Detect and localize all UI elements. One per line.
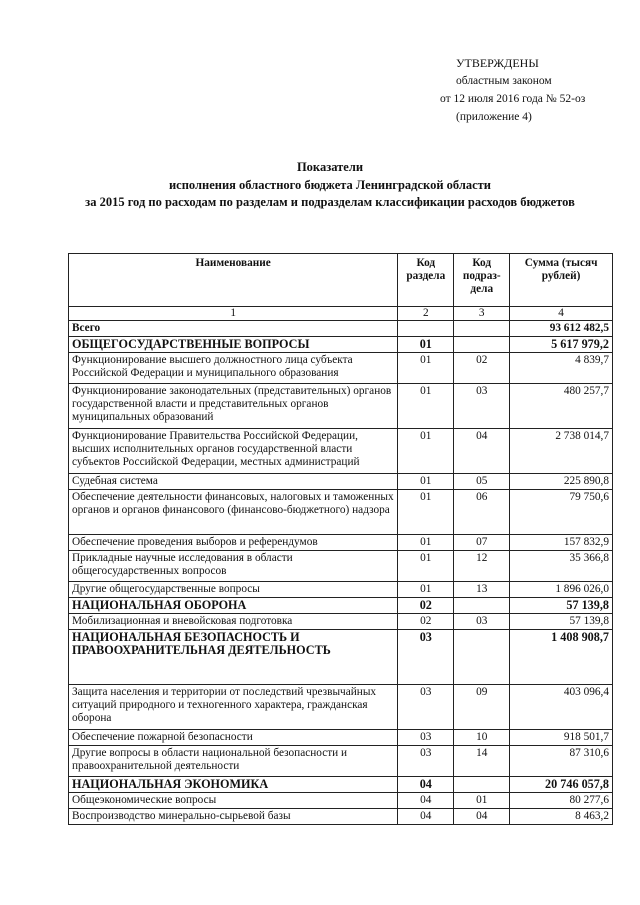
table-row-section (69, 630, 613, 685)
row-section: 01 (398, 535, 454, 551)
table-row-total (69, 321, 613, 337)
row-subsection: 14 (454, 746, 510, 777)
row-amount: 1 408 908,7 (510, 630, 613, 685)
row-name: НАЦИОНАЛЬНАЯ ЭКОНОМИКА (69, 777, 398, 793)
table-row (69, 685, 613, 730)
header-section: Код раздела (398, 254, 454, 307)
row-amount: 93 612 482,5 (510, 321, 613, 337)
row-section: 01 (398, 490, 454, 535)
row-name: Судебная система (69, 474, 398, 490)
row-name: Прикладные научные исследования в области общегосударственных вопросов (69, 551, 398, 582)
table-row (69, 809, 613, 825)
row-amount: 87 310,6 (510, 746, 613, 777)
row-subsection: 04 (454, 429, 510, 474)
row-subsection: 10 (454, 730, 510, 746)
row-section: 03 (398, 730, 454, 746)
row-name: Обеспечение пожарной безопасности (69, 730, 398, 746)
row-name: Функционирование высшего должностного лица субъекта Российской Федерации и муниципального образования (69, 353, 398, 384)
row-amount: 1 896 026,0 (510, 582, 613, 598)
row-subsection: 07 (454, 535, 510, 551)
title-line-1: Показатели (296, 160, 364, 174)
column-number-row (69, 307, 613, 321)
row-subsection: 09 (454, 685, 510, 730)
row-section: 02 (398, 598, 454, 614)
header-name: Наименование (69, 254, 398, 307)
row-name: НАЦИОНАЛЬНАЯ ОБОРОНА (69, 598, 398, 614)
row-name: ОБЩЕГОСУДАРСТВЕННЫЕ ВОПРОСЫ (69, 337, 398, 353)
row-amount: 918 501,7 (510, 730, 613, 746)
row-subsection (454, 630, 510, 685)
row-amount: 225 890,8 (510, 474, 613, 490)
table-row (69, 490, 613, 535)
row-name: НАЦИОНАЛЬНАЯ БЕЗОПАСНОСТЬ И ПРАВООХРАНИТЕЛЬНАЯ ДЕЯТЕЛЬНОСТЬ (69, 630, 398, 685)
row-section: 01 (398, 551, 454, 582)
row-subsection: 12 (454, 551, 510, 582)
approval-appendix: (приложение 4) (456, 111, 532, 123)
approval-date: от 12 июля 2016 года № 52-оз (440, 93, 586, 105)
row-amount: 2 738 014,7 (510, 429, 613, 474)
row-section: 04 (398, 777, 454, 793)
table-row (69, 384, 613, 429)
row-section: 02 (398, 614, 454, 630)
table-row (69, 746, 613, 777)
row-section: 04 (398, 793, 454, 809)
title-line-3: за 2015 год по расходам по разделам и подразделам классификации расходов бюджетов (85, 195, 575, 209)
row-section: 01 (398, 474, 454, 490)
row-name: Обеспечение деятельности финансовых, налоговых и таможенных органов и органов финансового (финансово-бюджетного) надзора (69, 490, 398, 535)
table-row (69, 353, 613, 384)
table-row (69, 551, 613, 582)
row-amount: 79 750,6 (510, 490, 613, 535)
row-amount: 4 839,7 (510, 353, 613, 384)
row-amount: 8 463,2 (510, 809, 613, 825)
row-name: Воспроизводство минерально-сырьевой базы (69, 809, 398, 825)
row-name: Другие общегосударственные вопросы (69, 582, 398, 598)
row-amount: 57 139,8 (510, 598, 613, 614)
row-amount: 20 746 057,8 (510, 777, 613, 793)
row-section: 01 (398, 337, 454, 353)
approval-title: УТВЕРЖДЕНЫ (456, 56, 539, 70)
row-section: 01 (398, 582, 454, 598)
row-amount: 157 832,9 (510, 535, 613, 551)
column-number: 4 (510, 307, 613, 321)
table-row (69, 793, 613, 809)
row-subsection: 03 (454, 614, 510, 630)
row-subsection: 04 (454, 809, 510, 825)
row-subsection (454, 321, 510, 337)
table-row (69, 730, 613, 746)
table-row-section (69, 598, 613, 614)
title-line-2: исполнения областного бюджета Ленинградской области (168, 177, 492, 192)
row-section: 03 (398, 746, 454, 777)
row-subsection: 06 (454, 490, 510, 535)
header-amount: Сумма (тысяч рублей) (510, 254, 613, 307)
table-header-row (69, 254, 613, 307)
row-name: Общеэкономические вопросы (69, 793, 398, 809)
table-row (69, 474, 613, 490)
table-row-section (69, 337, 613, 353)
header-subsection: Код подраз-дела (454, 254, 510, 307)
table-row (69, 535, 613, 551)
row-subsection: 01 (454, 793, 510, 809)
row-subsection (454, 777, 510, 793)
row-section: 01 (398, 384, 454, 429)
row-name: Функционирование Правительства Российской Федерации, высших исполнительных органов государственной власти субъектов Российской Федерации, местных администраций (69, 429, 398, 474)
row-name: Другие вопросы в области национальной безопасности и правоохранительной деятельности (69, 746, 398, 777)
row-section (398, 321, 454, 337)
table-row (69, 614, 613, 630)
row-subsection: 05 (454, 474, 510, 490)
column-number: 2 (398, 307, 454, 321)
row-name: Функционирование законодательных (представительных) органов государственной власти и представительных органов муниципальных образований (69, 384, 398, 429)
row-section: 03 (398, 685, 454, 730)
table-row (69, 429, 613, 474)
row-amount: 5 617 979,2 (510, 337, 613, 353)
row-amount: 80 277,6 (510, 793, 613, 809)
row-amount: 57 139,8 (510, 614, 613, 630)
row-name: Всего (69, 321, 398, 337)
row-amount: 480 257,7 (510, 384, 613, 429)
table-row (69, 582, 613, 598)
row-subsection: 13 (454, 582, 510, 598)
row-amount: 403 096,4 (510, 685, 613, 730)
row-name: Мобилизационная и вневойсковая подготовка (69, 614, 398, 630)
column-number: 3 (454, 307, 510, 321)
approval-block (440, 54, 630, 126)
approval-law: областным законом (456, 75, 552, 87)
row-name: Защита населения и территории от последствий чрезвычайных ситуаций природного и техногенного характера, гражданская оборона (69, 685, 398, 730)
row-subsection (454, 598, 510, 614)
row-subsection: 02 (454, 353, 510, 384)
row-section: 01 (398, 353, 454, 384)
row-section: 03 (398, 630, 454, 685)
row-name: Обеспечение проведения выборов и референдумов (69, 535, 398, 551)
row-subsection: 03 (454, 384, 510, 429)
document-title (20, 159, 640, 212)
table-row-section (69, 777, 613, 793)
row-amount: 35 366,8 (510, 551, 613, 582)
row-subsection (454, 337, 510, 353)
column-number: 1 (69, 307, 398, 321)
row-section: 01 (398, 429, 454, 474)
budget-table (68, 253, 613, 825)
row-section: 04 (398, 809, 454, 825)
